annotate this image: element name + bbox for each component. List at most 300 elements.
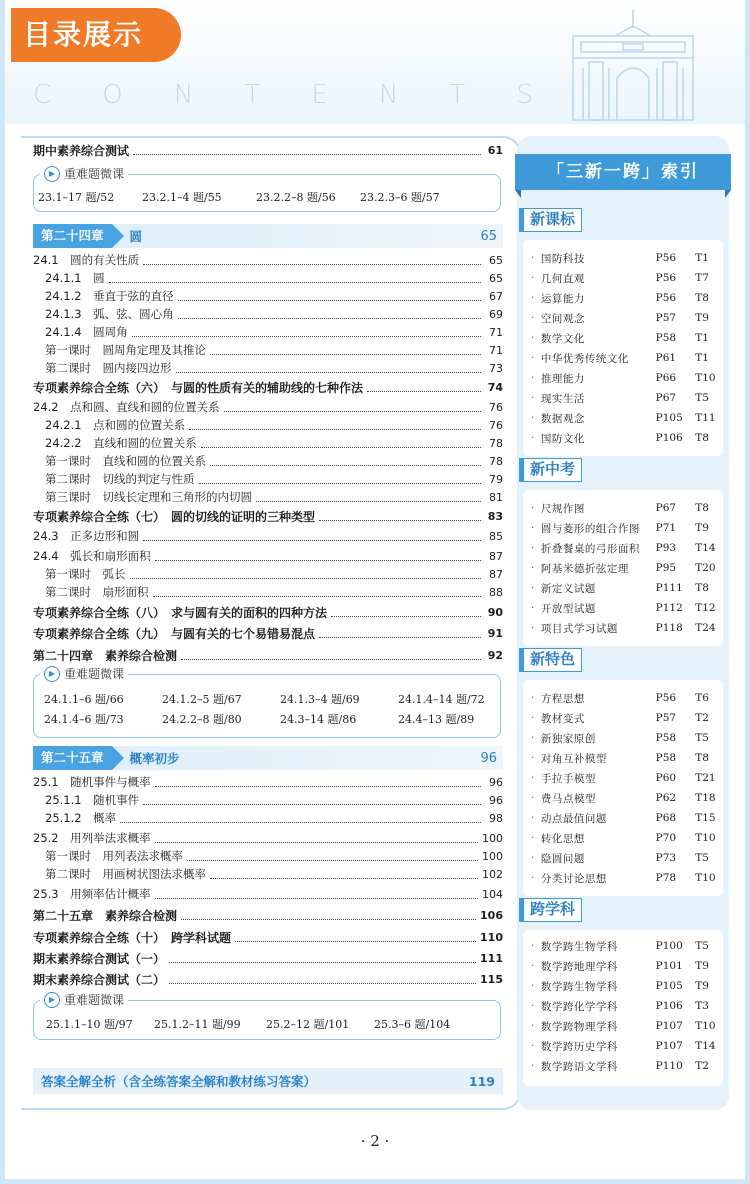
- index-item[interactable]: [531, 408, 719, 428]
- toc-row-24-8[interactable]: [33, 397, 503, 417]
- index-item-question: T21: [695, 772, 716, 784]
- index-section-0[interactable]: 新课标: [519, 208, 582, 232]
- index-item-name: 阿基米德折弦定理: [540, 562, 629, 575]
- index-item-name: 数学文化: [540, 332, 585, 345]
- index-item-question: T1: [695, 352, 709, 364]
- toc-row-page: 96: [489, 793, 503, 807]
- toc-row-25-3[interactable]: [33, 828, 503, 848]
- index-item[interactable]: [531, 558, 719, 578]
- index-section-3[interactable]: 跨学科: [519, 898, 582, 922]
- leader-dots: [143, 532, 481, 541]
- index-item-page: P118: [655, 622, 683, 634]
- toc-row-text: 专项素养综合全练（九） 与圆有关的七个易错易混点: [33, 626, 316, 641]
- toc-row-page: 98: [489, 811, 503, 825]
- index-item-name: 尺规作图: [540, 502, 585, 515]
- toc-row-24-19[interactable]: [33, 602, 503, 622]
- leader-dots: [181, 911, 476, 920]
- toc-row-24-13[interactable]: [33, 487, 503, 507]
- index-item[interactable]: [531, 956, 719, 976]
- toc-row-24-10[interactable]: [33, 433, 503, 453]
- toc-row-page: 73: [489, 361, 503, 375]
- toc-row-text: 24.3 正多边形和圆: [33, 529, 140, 543]
- index-item-name: 数学跨语文学科: [540, 1060, 618, 1073]
- index-item-name: 新独家原创: [540, 732, 596, 745]
- bullet-icon: ·: [531, 832, 535, 844]
- toc-row-24-5[interactable]: [33, 340, 503, 360]
- index-item[interactable]: [531, 1016, 719, 1036]
- toc-row-page: 78: [489, 436, 503, 450]
- index-item[interactable]: [531, 288, 719, 308]
- contents-letter: S: [516, 80, 533, 110]
- toc-row-text: 24.2.2 直线和圆的位置关系: [45, 436, 197, 450]
- index-item[interactable]: [531, 976, 719, 996]
- index-item[interactable]: [531, 428, 719, 448]
- index-item-page: P56: [655, 272, 677, 284]
- leader-dots: [210, 870, 478, 879]
- bullet-icon: ·: [531, 432, 535, 444]
- toc-row-midterm[interactable]: [33, 140, 503, 160]
- micro-lesson-box-23: [33, 167, 501, 212]
- bullet-icon: ·: [531, 712, 535, 724]
- answers-row[interactable]: [33, 1068, 503, 1094]
- toc-row-text: 第二课时 圆内接四边形: [45, 361, 172, 375]
- toc-row-text: 24.2.1 点和圆的位置关系: [45, 418, 186, 432]
- chapter-number: 第二十五章: [33, 746, 112, 770]
- toc-row-page: 110: [480, 930, 503, 944]
- bullet-icon: ·: [531, 352, 535, 364]
- index-item-name: 国防文化: [540, 432, 585, 445]
- bullet-icon: ·: [531, 940, 535, 952]
- index-item[interactable]: [531, 1036, 719, 1056]
- toc-row-page: 71: [489, 325, 503, 339]
- toc-row-24-20[interactable]: [33, 623, 503, 643]
- index-item-page: P112: [655, 602, 683, 614]
- leader-dots: [210, 457, 481, 466]
- micro-lesson-item[interactable]: 23.1–17 题/52: [38, 191, 115, 204]
- index-section-1[interactable]: 新中考: [519, 458, 582, 482]
- toc-row-24-7[interactable]: [33, 377, 503, 397]
- micro-lesson-box-24: [33, 667, 501, 738]
- toc-row-text: 25.1.1 随机事件: [45, 793, 140, 807]
- index-item[interactable]: [531, 828, 719, 848]
- bullet-icon: ·: [531, 582, 535, 594]
- toc-row-24-9[interactable]: [33, 415, 503, 435]
- index-item[interactable]: [531, 538, 719, 558]
- index-item-page: P78: [655, 872, 677, 884]
- micro-lesson-item[interactable]: 24.1.1–6 题/66: [44, 693, 124, 706]
- toc-row-text: 专项素养综合全练（六） 与圆的性质有关的辅助线的七种作法: [33, 380, 364, 395]
- micro-lesson-item[interactable]: 25.1.1–10 题/97: [46, 1018, 133, 1031]
- toc-row-page: 76: [489, 400, 503, 414]
- toc-row-page: 61: [487, 143, 503, 157]
- index-item[interactable]: [531, 598, 719, 618]
- index-item-name: 数学跨地理学科: [540, 960, 618, 973]
- index-item-question: T7: [695, 272, 709, 284]
- index-item-page: P106: [655, 432, 683, 444]
- micro-lesson-item[interactable]: 25.3–6 题/104: [374, 1018, 451, 1031]
- toc-row-25-6[interactable]: [33, 884, 503, 904]
- index-item[interactable]: [531, 268, 719, 288]
- index-item[interactable]: [531, 618, 719, 638]
- index-item-page: P61: [655, 352, 677, 364]
- toc-row-text: 期中素养综合测试: [33, 143, 130, 158]
- index-item[interactable]: [531, 348, 719, 368]
- index-item-page: P100: [655, 940, 683, 952]
- toc-row-24-4[interactable]: [33, 322, 503, 342]
- index-item-name: 方程思想: [540, 692, 585, 705]
- toc-row-page: 67: [489, 289, 503, 303]
- index-item-question: T9: [695, 980, 709, 992]
- index-item-name: 推理能力: [540, 372, 585, 385]
- index-item-question: T11: [695, 412, 716, 424]
- index-item-question: T9: [695, 312, 709, 324]
- contents-letter: T: [449, 80, 466, 110]
- micro-lesson-label-text: 重难题微课: [64, 667, 125, 681]
- index-item-page: P73: [655, 852, 677, 864]
- index-item[interactable]: [531, 708, 719, 728]
- toc-row-text: 专项素养综合全练（七） 圆的切线的证明的三种类型: [33, 509, 316, 524]
- toc-row-page: 78: [489, 454, 503, 468]
- index-item[interactable]: [531, 868, 719, 888]
- index-item-name: 数据观念: [540, 412, 585, 425]
- index-item-question: T5: [695, 392, 709, 404]
- index-item-name: 教材变式: [540, 712, 585, 725]
- page-title: 目录展示: [11, 8, 181, 62]
- micro-lesson-item[interactable]: 23.2.1–4 题/55: [142, 191, 222, 204]
- index-item-question: T8: [695, 432, 709, 444]
- leader-dots: [143, 796, 481, 805]
- index-item-page: P57: [655, 712, 677, 724]
- micro-lesson-item[interactable]: 25.1.2–11 题/99: [154, 1018, 241, 1031]
- toc-row-text: 第二课时 切线的判定与性质: [45, 472, 195, 486]
- leader-dots: [132, 328, 481, 337]
- index-item[interactable]: [531, 368, 719, 388]
- leader-dots: [319, 512, 481, 521]
- index-item-page: P66: [655, 372, 677, 384]
- micro-lesson-label-text: 重难题微课: [64, 993, 125, 1007]
- index-item-page: P110: [655, 1060, 683, 1072]
- toc-row-page: 102: [482, 867, 503, 881]
- index-item-question: T12: [695, 602, 716, 614]
- toc-row-25-7[interactable]: [33, 905, 503, 925]
- index-item-page: P70: [655, 832, 677, 844]
- gate-illustration-icon: [553, 6, 713, 122]
- leader-dots: [153, 588, 482, 597]
- toc-row-25-2[interactable]: [33, 808, 503, 828]
- index-item[interactable]: [531, 848, 719, 868]
- toc-row-24-6[interactable]: [33, 358, 503, 378]
- leader-dots: [235, 933, 476, 942]
- toc-row-24-0[interactable]: [33, 250, 503, 270]
- index-item-question: T15: [695, 812, 716, 824]
- toc-row-24-18[interactable]: [33, 582, 503, 602]
- bullet-icon: ·: [531, 772, 535, 784]
- toc-row-text: 第二十四章 素养综合检测: [33, 648, 178, 663]
- leader-dots: [181, 651, 481, 660]
- leader-dots: [155, 552, 481, 561]
- toc-row-text: 24.1 圆的有关性质: [33, 253, 140, 267]
- index-item-question: T18: [695, 792, 716, 804]
- bullet-icon: ·: [531, 542, 535, 554]
- leader-dots: [143, 256, 481, 265]
- toc-row-25-9[interactable]: [33, 948, 503, 968]
- index-item-name: 圆与菱形的组合作图: [540, 522, 640, 535]
- index-item[interactable]: [531, 808, 719, 828]
- index-item[interactable]: [531, 728, 719, 748]
- index-section-2[interactable]: 新特色: [519, 648, 582, 672]
- index-item-name: 中华优秀传统文化: [540, 352, 629, 365]
- index-item[interactable]: [531, 768, 719, 788]
- bullet-icon: ·: [531, 522, 535, 534]
- leader-dots: [189, 421, 481, 430]
- toc-row-text: 25.3 用频率估计概率: [33, 887, 151, 901]
- toc-row-text: 24.4 弧长和扇形面积: [33, 549, 151, 563]
- index-item-question: T9: [695, 522, 709, 534]
- index-item-page: P58: [655, 752, 677, 764]
- index-item[interactable]: [531, 518, 719, 538]
- bullet-icon: ·: [531, 852, 535, 864]
- index-item-question: T2: [695, 1060, 709, 1072]
- micro-lesson-item[interactable]: 24.3–14 题/86: [280, 713, 357, 726]
- page-number: · 2 ·: [360, 1132, 390, 1150]
- toc-row-text: 第一课时 弧长: [45, 567, 126, 581]
- leader-dots: [319, 629, 481, 638]
- micro-lesson-item[interactable]: 24.1.3–4 题/69: [280, 693, 360, 706]
- index-item-question: T5: [695, 732, 709, 744]
- toc-row-24-15[interactable]: [33, 526, 503, 546]
- leader-dots: [130, 570, 482, 579]
- leader-dots: [169, 975, 476, 984]
- index-item[interactable]: [531, 688, 719, 708]
- chapter-header-25[interactable]: [33, 746, 503, 770]
- index-item[interactable]: [531, 578, 719, 598]
- micro-lesson-item[interactable]: 24.1.2–5 题/67: [162, 693, 242, 706]
- index-item-name: 项目式学习试题: [540, 622, 618, 635]
- leader-dots: [201, 439, 481, 448]
- index-item[interactable]: [531, 748, 719, 768]
- toc-row-text: 第三课时 切线长定理和三角形的内切圆: [45, 490, 252, 504]
- micro-lesson-item[interactable]: 24.2.2–8 题/80: [162, 713, 242, 726]
- index-item-page: P60: [655, 772, 677, 784]
- index-item[interactable]: [531, 1056, 719, 1076]
- micro-lesson-item[interactable]: 23.2.2–8 题/56: [256, 191, 336, 204]
- chapter-title: 概率初步: [129, 751, 180, 766]
- toc-row-text: 25.1.2 概率: [45, 811, 117, 825]
- chapter-page: 96: [480, 750, 497, 766]
- toc-row-24-16[interactable]: [33, 546, 503, 566]
- toc-row-24-1[interactable]: [33, 268, 503, 288]
- micro-lesson-item[interactable]: 24.4–13 题/89: [398, 713, 475, 726]
- micro-lesson-item[interactable]: 23.2.3–6 题/57: [360, 191, 440, 204]
- index-item-name: 数学跨物理学科: [540, 1020, 618, 1033]
- index-item-page: P58: [655, 332, 677, 344]
- toc-row-text: 25.2 用列举法求概率: [33, 831, 151, 845]
- index-item-page: P105: [655, 980, 683, 992]
- index-item-name: 数学跨化学学科: [540, 1000, 618, 1013]
- index-item-page: P56: [655, 692, 677, 704]
- toc-row-text: 24.2 点和圆、直线和圆的位置关系: [33, 400, 220, 414]
- toc-row-text: 期末素养综合测试（二）: [33, 972, 166, 987]
- index-item-name: 运算能力: [540, 292, 585, 305]
- index-item[interactable]: [531, 996, 719, 1016]
- index-item-question: T8: [695, 502, 709, 514]
- index-item[interactable]: [531, 328, 719, 348]
- toc-row-24-11[interactable]: [33, 451, 503, 471]
- index-item-name: 隐圆问题: [540, 852, 585, 865]
- contents-letter: T: [244, 80, 261, 110]
- leader-dots: [176, 364, 482, 373]
- toc-row-25-5[interactable]: [33, 864, 503, 884]
- toc-row-25-8[interactable]: [33, 927, 503, 947]
- index-item-question: T8: [695, 292, 709, 304]
- index-item-question: T6: [695, 692, 709, 704]
- bullet-icon: ·: [531, 502, 535, 514]
- index-item-name: 分类讨论思想: [540, 872, 607, 885]
- bullet-icon: ·: [531, 292, 535, 304]
- toc-row-24-21[interactable]: [33, 645, 503, 665]
- bullet-icon: ·: [531, 792, 535, 804]
- header: [5, 0, 745, 124]
- toc-row-24-17[interactable]: [33, 564, 503, 584]
- micro-lesson-item[interactable]: 24.1.4–6 题/73: [44, 713, 124, 726]
- toc-row-page: 106: [480, 908, 503, 922]
- index-item-page: P95: [655, 562, 677, 574]
- toc-row-25-10[interactable]: [33, 969, 503, 989]
- chapter-number: 第二十四章: [33, 224, 112, 248]
- toc-row-page: 100: [482, 849, 503, 863]
- toc-row-text: 第一课时 直线和圆的位置关系: [45, 454, 206, 468]
- micro-lesson-label: [40, 165, 128, 182]
- toc-row-24-2[interactable]: [33, 286, 503, 306]
- toc-row-page: 76: [489, 418, 503, 432]
- toc-row-page: 74: [487, 380, 503, 394]
- bullet-icon: ·: [531, 960, 535, 972]
- toc-row-text: 第二课时 扇形面积: [45, 585, 149, 599]
- toc-row-page: 83: [487, 509, 503, 523]
- index-title: 「三新一跨」索引: [515, 154, 731, 190]
- toc-row-text: 第一课时 用列表法求概率: [45, 849, 183, 863]
- leader-dots: [178, 292, 481, 301]
- index-item-name: 动点最值问题: [540, 812, 607, 825]
- toc-row-25-4[interactable]: [33, 846, 503, 866]
- index-item-page: P58: [655, 732, 677, 744]
- index-item[interactable]: [531, 498, 719, 518]
- micro-lesson-item[interactable]: 24.1.4–14 题/72: [398, 693, 485, 706]
- answers-text: 答案全解全析（含全练答案全解和教材练习答案）: [41, 1074, 317, 1089]
- toc-row-page: 100: [482, 831, 503, 845]
- toc-row-25-0[interactable]: [33, 772, 503, 792]
- leader-dots: [109, 274, 481, 283]
- chapter-title: 圆: [129, 229, 143, 244]
- index-item-name: 费马点模型: [540, 792, 596, 805]
- index-item-question: T14: [695, 1040, 716, 1052]
- play-icon: ▶: [44, 992, 60, 1008]
- leader-dots: [256, 493, 481, 502]
- index-item-name: 转化思想: [540, 832, 585, 845]
- toc-row-text: 24.1.2 垂直于弦的直径: [45, 289, 174, 303]
- index-item-page: P106: [655, 1000, 683, 1012]
- toc-row-text: 25.1 随机事件与概率: [33, 775, 151, 789]
- toc-row-page: 71: [489, 343, 503, 357]
- toc-row-page: 92: [487, 648, 503, 662]
- toc-row-page: 91: [487, 626, 503, 640]
- index-item-name: 数学跨生物学科: [540, 940, 618, 953]
- toc-row-page: 115: [480, 972, 503, 986]
- index-item-page: P107: [655, 1040, 683, 1052]
- toc-row-24-14[interactable]: [33, 506, 503, 526]
- index-item-page: P93: [655, 542, 677, 554]
- bullet-icon: ·: [531, 392, 535, 404]
- index-item[interactable]: [531, 308, 719, 328]
- index-item-page: P56: [655, 292, 677, 304]
- toc-row-25-1[interactable]: [33, 790, 503, 810]
- toc-row-page: 96: [489, 775, 503, 789]
- index-item-question: T5: [695, 940, 709, 952]
- index-item-question: T8: [695, 752, 709, 764]
- toc-row-page: 87: [489, 567, 503, 581]
- index-item-page: P56: [655, 252, 677, 264]
- index-item-name: 空间观念: [540, 312, 585, 325]
- toc-row-page: 87: [489, 549, 503, 563]
- toc-row-page: 69: [489, 307, 503, 321]
- micro-lesson-label: [40, 991, 128, 1008]
- index-item-page: P71: [655, 522, 677, 534]
- contents-watermark: [33, 80, 533, 110]
- leader-dots: [169, 954, 476, 963]
- index-item-name: 手拉手模型: [540, 772, 596, 785]
- toc-row-text: 24.1.4 圆周角: [45, 325, 128, 339]
- index-item[interactable]: [531, 388, 719, 408]
- index-item-question: T14: [695, 542, 716, 554]
- bullet-icon: ·: [531, 872, 535, 884]
- index-item-question: T10: [695, 872, 716, 884]
- toc-row-24-12[interactable]: [33, 469, 503, 489]
- index-item-page: P107: [655, 1020, 683, 1032]
- bullet-icon: ·: [531, 622, 535, 634]
- bullet-icon: ·: [531, 562, 535, 574]
- index-item[interactable]: [531, 936, 719, 956]
- index-item[interactable]: [531, 248, 719, 268]
- bullet-icon: ·: [531, 752, 535, 764]
- bullet-icon: ·: [531, 1060, 535, 1072]
- leader-dots: [199, 475, 482, 484]
- index-item-question: T5: [695, 852, 709, 864]
- index-item-question: T2: [695, 712, 709, 724]
- index-item-page: P67: [655, 502, 677, 514]
- toc-row-text: 期末素养综合测试（一）: [33, 951, 166, 966]
- index-item-name: 折叠餐桌的弓形面积: [540, 542, 640, 555]
- toc-row-text: 24.1.3 弧、弦、圆心角: [45, 307, 174, 321]
- bullet-icon: ·: [531, 412, 535, 424]
- toc-row-24-3[interactable]: [33, 304, 503, 324]
- index-item-question: T10: [695, 1020, 716, 1032]
- toc-row-page: 65: [489, 271, 503, 285]
- leader-dots: [133, 146, 481, 155]
- contents-letter: N: [378, 80, 399, 110]
- contents-letter: C: [33, 80, 52, 110]
- bullet-icon: ·: [531, 602, 535, 614]
- leader-dots: [187, 852, 478, 861]
- leader-dots: [155, 834, 478, 843]
- micro-lesson-box-25: [33, 993, 501, 1040]
- bullet-icon: ·: [531, 332, 535, 344]
- chapter-header-24[interactable]: [33, 224, 503, 248]
- answers-page: 119: [468, 1073, 495, 1089]
- index-item[interactable]: [531, 788, 719, 808]
- index-item-name: 现实生活: [540, 392, 585, 405]
- micro-lesson-item[interactable]: 25.2–12 题/101: [266, 1018, 350, 1031]
- play-icon: ▶: [44, 166, 60, 182]
